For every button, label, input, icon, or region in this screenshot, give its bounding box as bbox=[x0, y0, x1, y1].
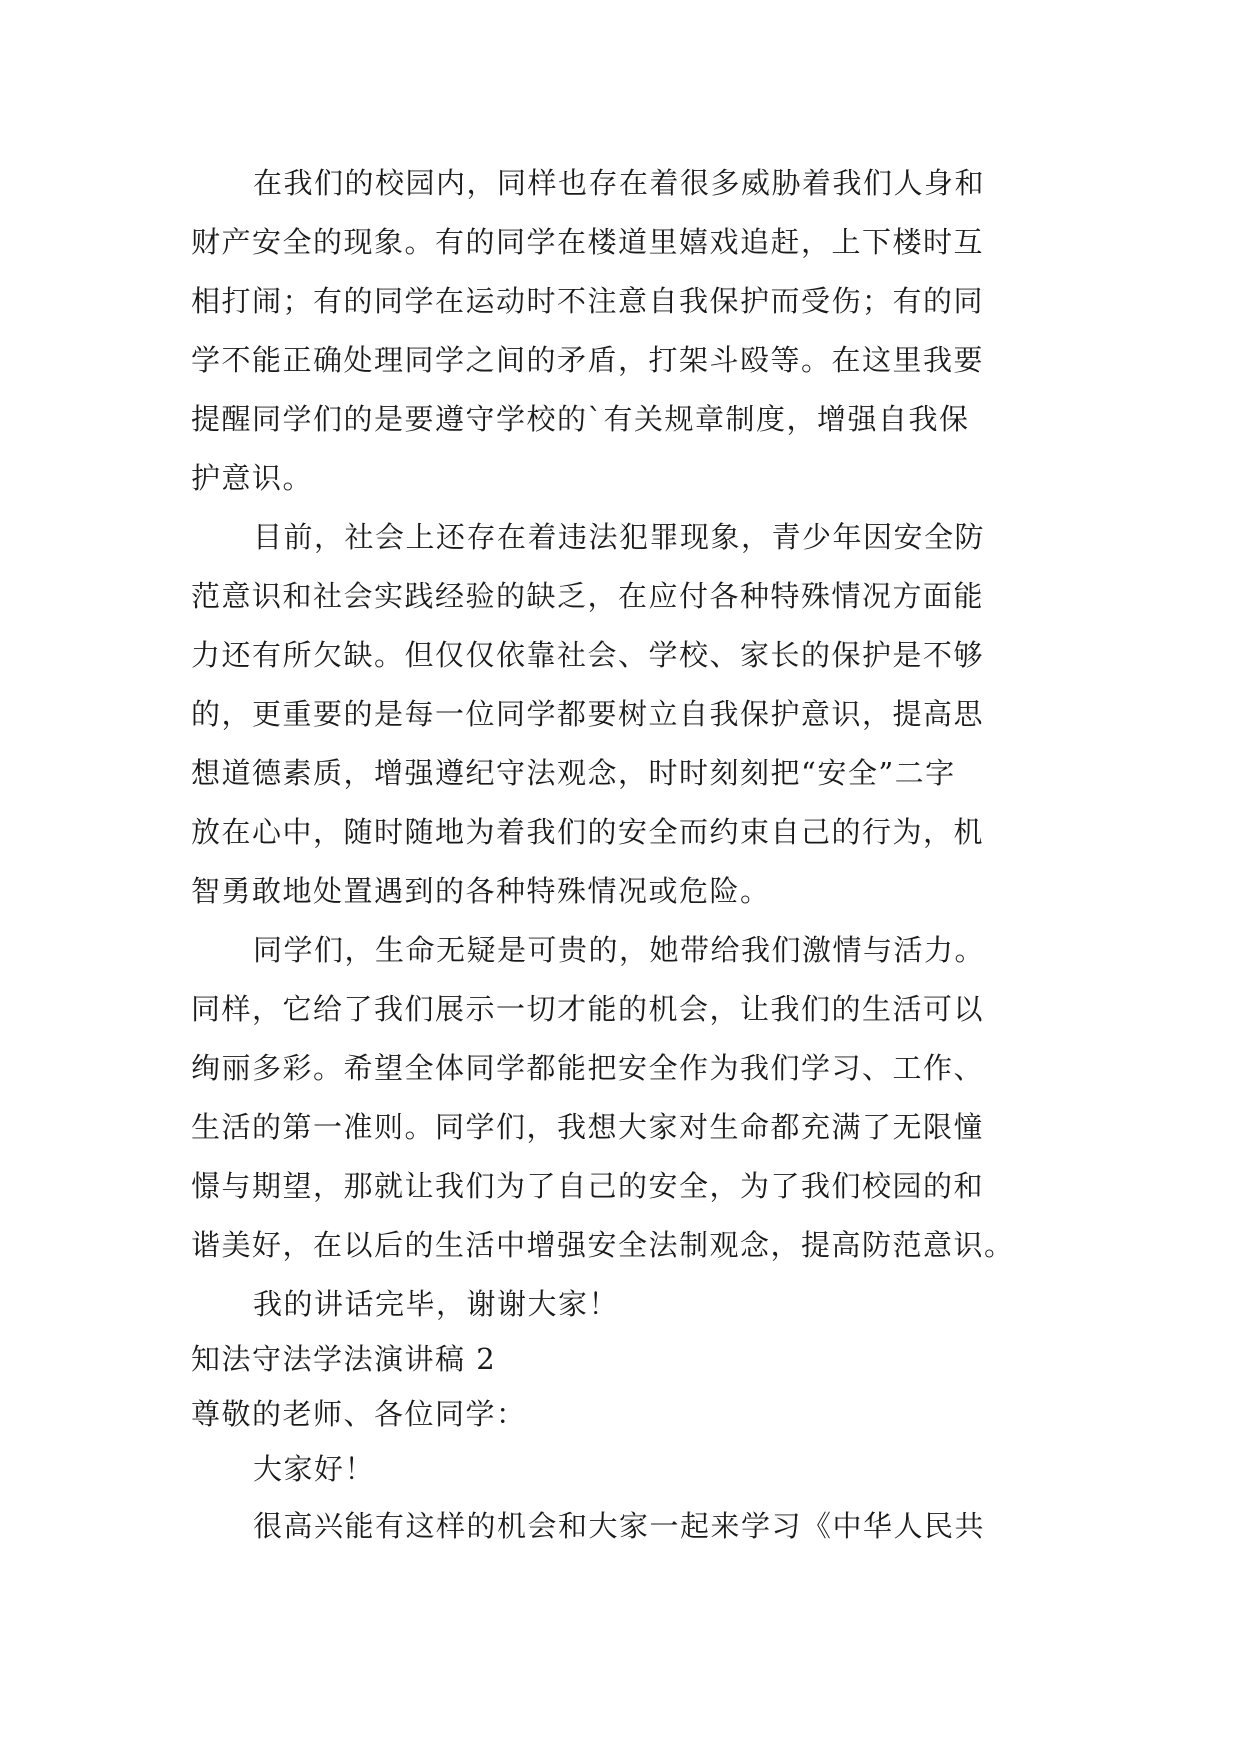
paragraph-line: 智勇敢地处置遇到的各种特殊情况或危险。 bbox=[191, 874, 771, 908]
paragraph-line: 谐美好，在以后的生活中增强安全法制观念，提高防范意识。 bbox=[191, 1228, 1015, 1262]
paragraph-line: 生活的第一准则。同学们，我想大家对生命都充满了无限憧 bbox=[191, 1110, 985, 1144]
salutation: 尊敬的老师、各位同学： bbox=[191, 1397, 527, 1431]
greeting: 大家好！ bbox=[253, 1452, 376, 1486]
paragraph-line: 相打闹；有的同学在运动时不注意自我保护而受伤；有的同 bbox=[191, 284, 985, 318]
paragraph-line: 很高兴能有这样的机会和大家一起来学习《中华人民共 bbox=[253, 1509, 986, 1543]
paragraph-line: 绚丽多彩。希望全体同学都能把安全作为我们学习、工作、 bbox=[191, 1051, 985, 1085]
closing-line: 我的讲话完毕，谢谢大家！ bbox=[253, 1287, 620, 1321]
paragraph-line: 提醒同学们的是要遵守学校的`有关规章制度，增强自我保 bbox=[191, 402, 970, 436]
paragraph-line: 的，更重要的是每一位同学都要树立自我保护意识，提高思 bbox=[191, 697, 985, 731]
paragraph-line: 范意识和社会实践经验的缺乏，在应付各种特殊情况方面能 bbox=[191, 579, 985, 613]
paragraph-line: 学不能正确处理同学之间的矛盾，打架斗殴等。在这里我要 bbox=[191, 343, 985, 377]
paragraph-line: 护意识。 bbox=[191, 461, 314, 495]
paragraph-line: 同学们，生命无疑是可贵的，她带给我们激情与活力。 bbox=[253, 933, 986, 967]
section-title: 知法守法学法演讲稿 2 bbox=[191, 1342, 497, 1376]
paragraph-line: 同样，它给了我们展示一切才能的机会，让我们的生活可以 bbox=[191, 992, 985, 1026]
paragraph-line: 财产安全的现象。有的同学在楼道里嬉戏追赶，上下楼时互 bbox=[191, 225, 985, 259]
paragraph-line: 目前，社会上还存在着违法犯罪现象，青少年因安全防 bbox=[253, 520, 986, 554]
paragraph-line: 放在心中，随时随地为着我们的安全而约束自己的行为，机 bbox=[191, 815, 985, 849]
paragraph-line: 力还有所欠缺。但仅仅依靠社会、学校、家长的保护是不够 bbox=[191, 638, 985, 672]
paragraph-line: 想道德素质，增强遵纪守法观念，时时刻刻把“安全”二字 bbox=[191, 756, 956, 790]
paragraph-line: 憬与期望，那就让我们为了自己的安全，为了我们校园的和 bbox=[191, 1169, 985, 1203]
paragraph-line: 在我们的校园内，同样也存在着很多威胁着我们人身和 bbox=[253, 166, 986, 200]
